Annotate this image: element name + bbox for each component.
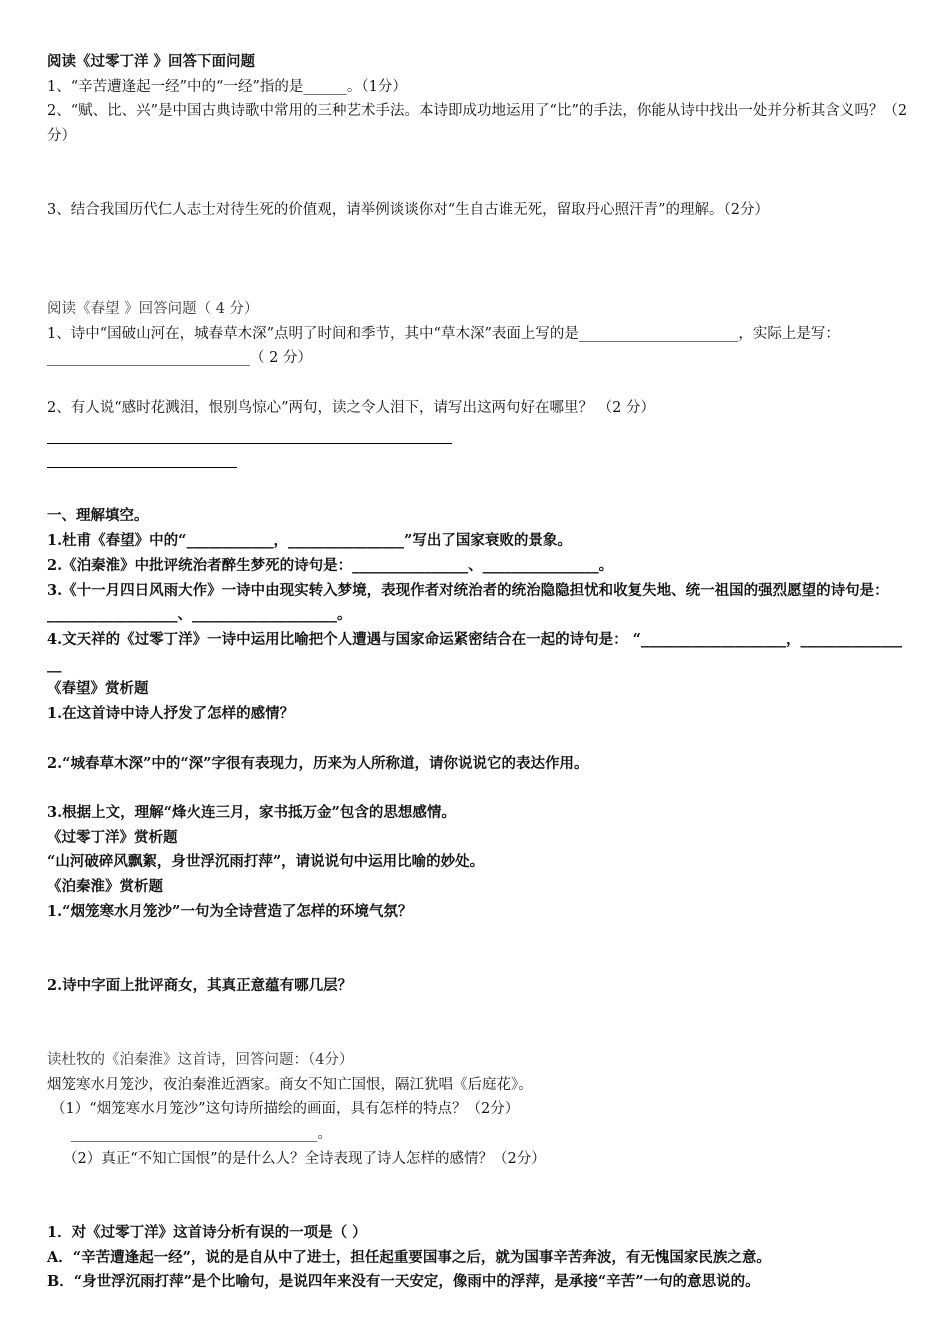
answer-line bbox=[47, 420, 452, 444]
question-text: 1、诗中“国破山河在，城春草木深”点明了时间和季节，其中“草木深”表面上写的是______________________，实际上是写：____________________________（ 2 分） bbox=[47, 325, 840, 367]
question-text: 2.《泊秦淮》中批评统治者醉生梦死的诗句是：________________、________________。 bbox=[47, 556, 614, 574]
question-text: 1.在这首诗中诗人抒发了怎样的感情？ bbox=[47, 705, 295, 723]
question-text: 3.根据上文，理解“烽火连三月，家书抵万金”包含的思想感情。 bbox=[47, 803, 456, 821]
section-title: 读杜牧的《泊秦淮》这首诗，回答问题：（4分） bbox=[47, 1051, 354, 1068]
answer-space bbox=[47, 468, 909, 504]
question-text: 2.诗中字面上批评商女，其真正意蕴有哪几层？ bbox=[47, 976, 353, 994]
section-title: 阅读《春望 》回答问题（ 4 分） bbox=[47, 300, 259, 317]
question-text: （1）“烟笼寒水月笼沙”这句诗所描绘的画面，具有怎样的特点？（2分） bbox=[51, 1101, 520, 1118]
question-text: “山河破碎风飘絮，身世浮沉雨打萍”，请说说句中运用比喻的妙处。 bbox=[47, 853, 485, 871]
question-text: 1.杜甫《春望》中的“____________，________________”写出了国家衰败的景象。 bbox=[47, 532, 572, 550]
question-text: 1、“辛苦遭逢起一经”中的“一经”指的是______。（1分） bbox=[47, 78, 407, 95]
section-title: 一、理解填空。 bbox=[47, 507, 149, 525]
section-title: 阅读《过零丁洋 》回答下面问题 bbox=[47, 53, 256, 70]
question-text: 2.“城春草木深”中的“深”字很有表现力，历来为人所称道，请你说说它的表达作用。 bbox=[47, 754, 589, 772]
answer-space bbox=[47, 223, 909, 272]
question-text: 1．对《过零丁洋》这首诗分析有误的一项是（ ） bbox=[47, 1223, 367, 1241]
question-text: 2、“赋、比、兴”是中国古典诗歌中常用的三种艺术手法。本诗即成功地运用了“比”的手法，你能从诗中找出一处并分析其含义吗？（2分） bbox=[47, 103, 908, 145]
section-title: 《过零丁洋》赏析题 bbox=[47, 828, 178, 846]
question-text: 1.“烟笼寒水月笼沙”一句为全诗营造了怎样的环境气氛？ bbox=[47, 902, 413, 920]
option-a: A．“辛苦遭逢起一经”，说的是自从中了进士，担任起重要国事之后，就为国事辛苦奔波，有无愧国家民族之意。 bbox=[47, 1248, 771, 1266]
answer-space bbox=[47, 1171, 909, 1220]
answer-line bbox=[47, 444, 237, 468]
answer-space bbox=[47, 149, 909, 198]
question-text: 3、结合我国历代仁人志士对待生死的价值观，请举例谈谈你对“生自古谁无死，留取丹心照汗青”的理解。（2分） bbox=[47, 202, 770, 219]
question-text: 2、有人说“感时花溅泪，恨别鸟惊心”两句，读之令人泪下，请写出这两句好在哪里？ （2 分） bbox=[47, 399, 655, 416]
worksheet-page bbox=[47, 50, 909, 1295]
answer-space bbox=[47, 924, 909, 973]
answer-space bbox=[47, 999, 909, 1048]
option-b: B．“身世浮沉雨打萍”是个比喻句，是说四年来没有一天安定，像雨中的浮萍，是承接“辛苦”一句的意思说的。 bbox=[47, 1273, 760, 1291]
question-text: 4.文天祥的《过零丁洋》一诗中运用比喻把个人遭遇与国家命运紧密结合在一起的诗句是： “____________________，________________ bbox=[47, 631, 903, 673]
answer-space bbox=[47, 727, 909, 752]
question-text: 3.《十一月四日风雨大作》一诗中由现实转入梦境，表现作者对统治者的统治隐隐担忧和收复失地、统一祖国的强烈愿望的诗句是：__________________、____________________。 bbox=[47, 581, 889, 624]
section-title: 《泊秦淮》赏析题 bbox=[47, 878, 163, 895]
section-title: 《春望》赏析题 bbox=[47, 680, 149, 698]
question-text: （2）真正“不知亡国恨”的是什么人？全诗表现了诗人怎样的感情？（2分） bbox=[63, 1150, 546, 1167]
answer-blank: __________________________________。 bbox=[71, 1126, 332, 1142]
poem-text: 烟笼寒水月笼沙，夜泊秦淮近酒家。商女不知亡国恨，隔江犹唱《后庭花》。 bbox=[47, 1076, 533, 1093]
answer-space bbox=[47, 272, 909, 297]
answer-space bbox=[47, 371, 909, 396]
answer-space bbox=[47, 776, 909, 801]
